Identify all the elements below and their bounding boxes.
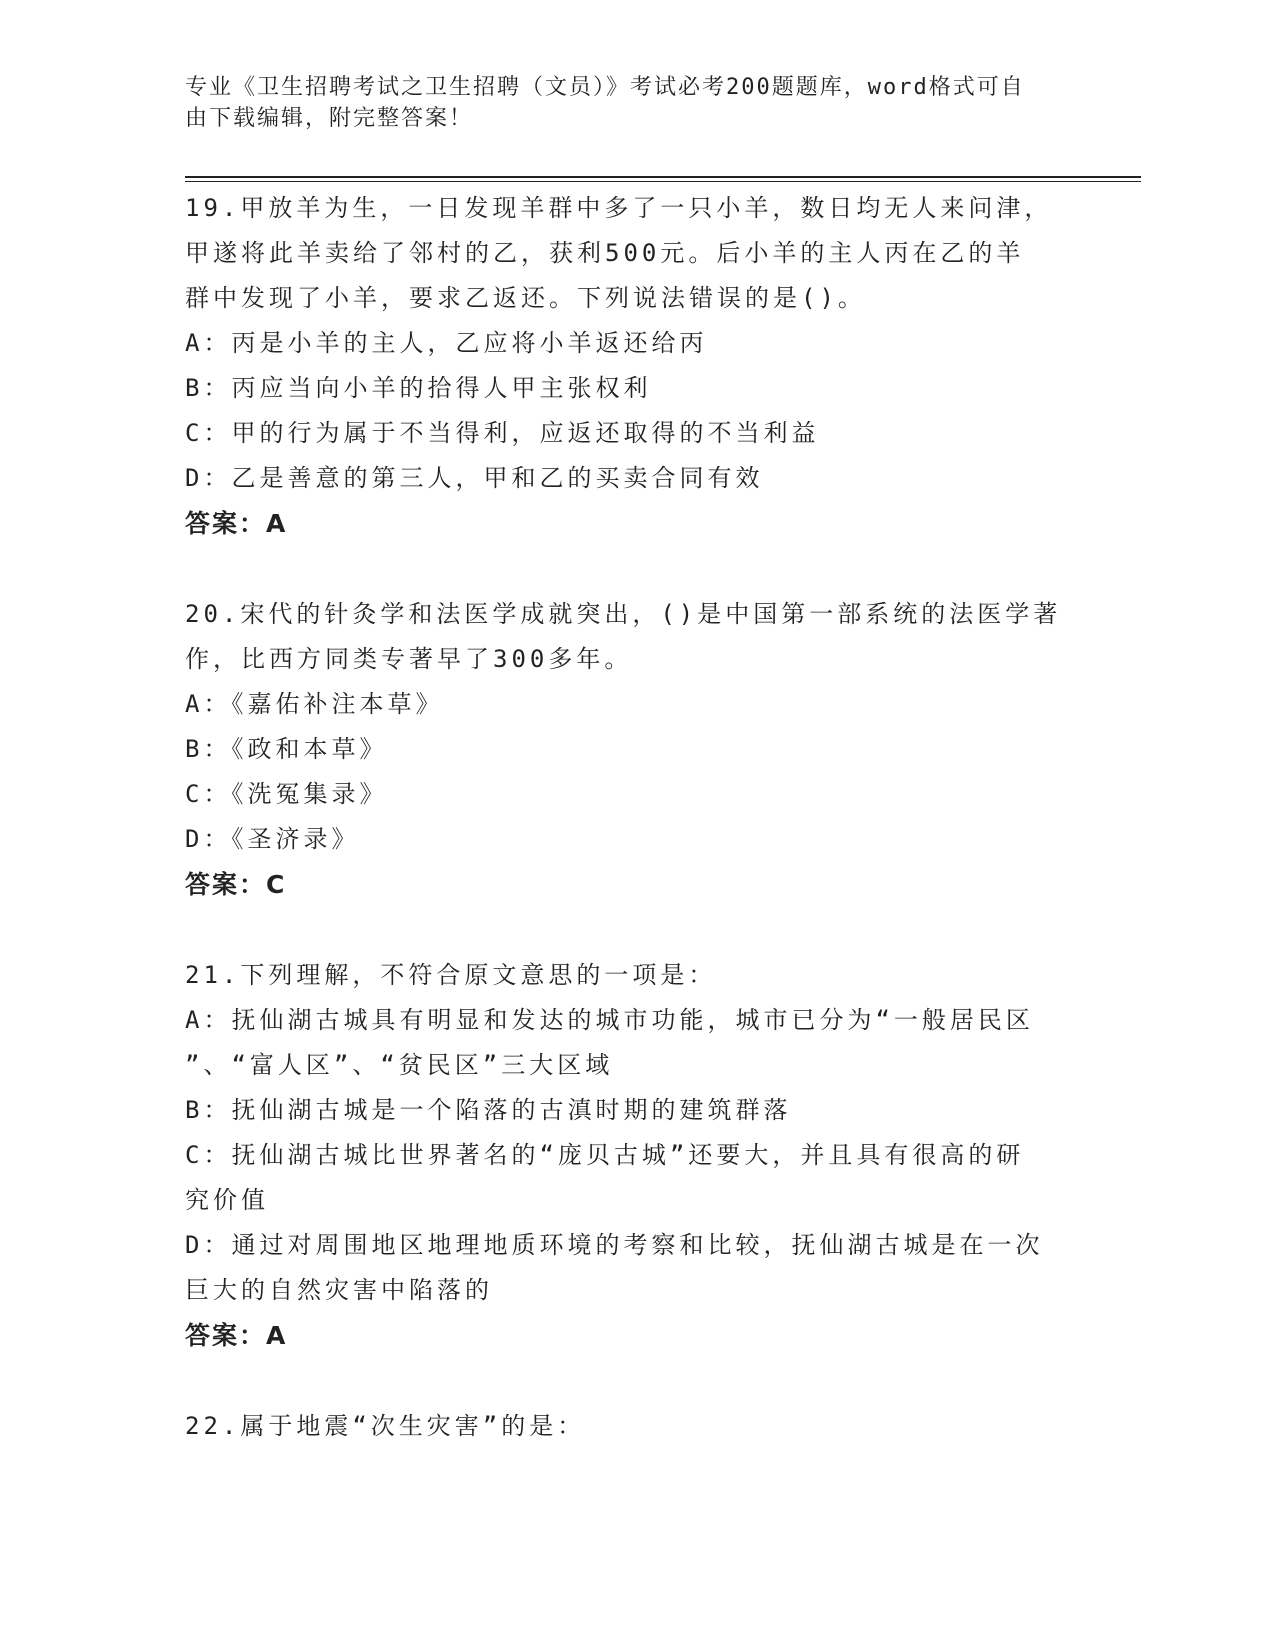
answer-key: 答案：C	[185, 870, 287, 899]
question-block	[185, 592, 1065, 907]
answer-option-line: 巨大的自然灾害中陷落的	[185, 1276, 493, 1304]
header-line-2: 由下载编辑，附完整答案！	[185, 106, 474, 131]
document-header	[185, 72, 1065, 134]
answer-option-line: C：《洗冤集录》	[185, 780, 388, 808]
question-block	[185, 953, 1065, 1358]
question-list	[185, 186, 1065, 1495]
question-block	[185, 1404, 1065, 1449]
question-block	[185, 186, 1065, 546]
question-stem-line: 作，比西方同类专著早了300多年。	[185, 645, 633, 673]
question-stem-line: 群中发现了小羊，要求乙返还。下列说法错误的是()。	[185, 284, 866, 312]
answer-option-line: A：抚仙湖古城具有明显和发达的城市功能，城市已分为“一般居民区	[185, 1006, 1034, 1034]
answer-option-line: A：丙是小羊的主人，乙应将小羊返还给丙	[185, 329, 708, 357]
header-divider-thick	[185, 176, 1141, 178]
question-stem-line: 20.宋代的针灸学和法医学成就突出，()是中国第一部系统的法医学著	[185, 600, 1062, 628]
answer-option-line: B：抚仙湖古城是一个陷落的古滇时期的建筑群落	[185, 1096, 792, 1124]
question-stem-line: 22.属于地震“次生灾害”的是：	[185, 1412, 586, 1440]
answer-option-line: D：《圣济录》	[185, 825, 360, 853]
question-stem-line: 甲遂将此羊卖给了邻村的乙，获利500元。后小羊的主人丙在乙的羊	[185, 239, 1025, 267]
answer-key: 答案：A	[185, 1321, 288, 1350]
question-stem-line: 21.下列理解，不符合原文意思的一项是：	[185, 961, 717, 989]
answer-option-line: B：丙应当向小羊的拾得人甲主张权利	[185, 374, 652, 402]
answer-key: 答案：A	[185, 509, 288, 538]
answer-option-line: D：乙是善意的第三人，甲和乙的买卖合同有效	[185, 464, 764, 492]
answer-option-line: ”、“富人区”、“贫民区”三大区域	[185, 1051, 614, 1079]
question-stem-line: 19.甲放羊为生，一日发现羊群中多了一只小羊，数日均无人来问津，	[185, 194, 1053, 222]
answer-option-line: A：《嘉佑补注本草》	[185, 690, 444, 718]
answer-option-line: C：抚仙湖古城比世界著名的“庞贝古城”还要大，并且具有很高的研	[185, 1141, 1025, 1169]
answer-option-line: C：甲的行为属于不当得利，应返还取得的不当利益	[185, 419, 820, 447]
answer-option-line: B：《政和本草》	[185, 735, 388, 763]
answer-option-line: D：通过对周围地区地理地质环境的考察和比较，抚仙湖古城是在一次	[185, 1231, 1044, 1259]
header-line-1: 专业《卫生招聘考试之卫生招聘（文员）》考试必考200题题库，word格式可自	[185, 75, 1025, 100]
header-divider-thin	[185, 181, 1141, 182]
answer-option-line: 究价值	[185, 1186, 269, 1214]
